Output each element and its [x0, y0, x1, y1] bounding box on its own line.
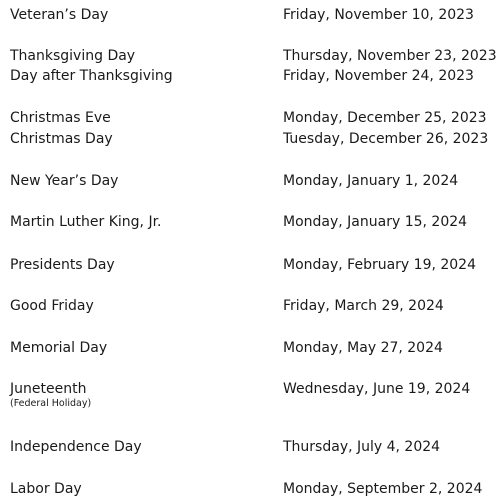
holiday-date: Friday, March 29, 2024 — [283, 298, 444, 314]
holiday-date: Thursday, November 23, 2023 — [283, 48, 497, 64]
holiday-date: Monday, May 27, 2024 — [283, 340, 443, 356]
holiday-date: Friday, November 24, 2023 — [283, 68, 474, 84]
holiday-name: Christmas Eve — [10, 110, 111, 126]
holiday-name: Presidents Day — [10, 257, 115, 273]
holiday-date: Monday, December 25, 2023 — [283, 110, 487, 126]
holiday-name: Thanksgiving Day — [10, 48, 136, 64]
holiday-name: Martin Luther King, Jr. — [10, 214, 162, 230]
holiday-date: Monday, September 2, 2024 — [283, 481, 483, 497]
holiday-name: Juneteenth — [10, 381, 87, 397]
holiday-date: Monday, February 19, 2024 — [283, 257, 476, 273]
holiday-date: Friday, November 10, 2023 — [283, 7, 474, 23]
holiday-note: (Federal Holiday) — [10, 398, 92, 409]
holiday-name: New Year’s Day — [10, 173, 119, 189]
holiday-name: Christmas Day — [10, 131, 113, 147]
holiday-name: Good Friday — [10, 298, 94, 314]
holiday-date: Monday, January 1, 2024 — [283, 173, 459, 189]
holiday-date: Thursday, July 4, 2024 — [283, 439, 441, 455]
holiday-name: Memorial Day — [10, 340, 108, 356]
holiday-date: Tuesday, December 26, 2023 — [283, 131, 489, 147]
holiday-name: Day after Thanksgiving — [10, 68, 173, 84]
holiday-name: Independence Day — [10, 439, 142, 455]
holiday-date: Wednesday, June 19, 2024 — [283, 381, 471, 397]
holiday-name: Labor Day — [10, 481, 82, 497]
holiday-date: Monday, January 15, 2024 — [283, 214, 468, 230]
holiday-name: Veteran’s Day — [10, 7, 109, 23]
